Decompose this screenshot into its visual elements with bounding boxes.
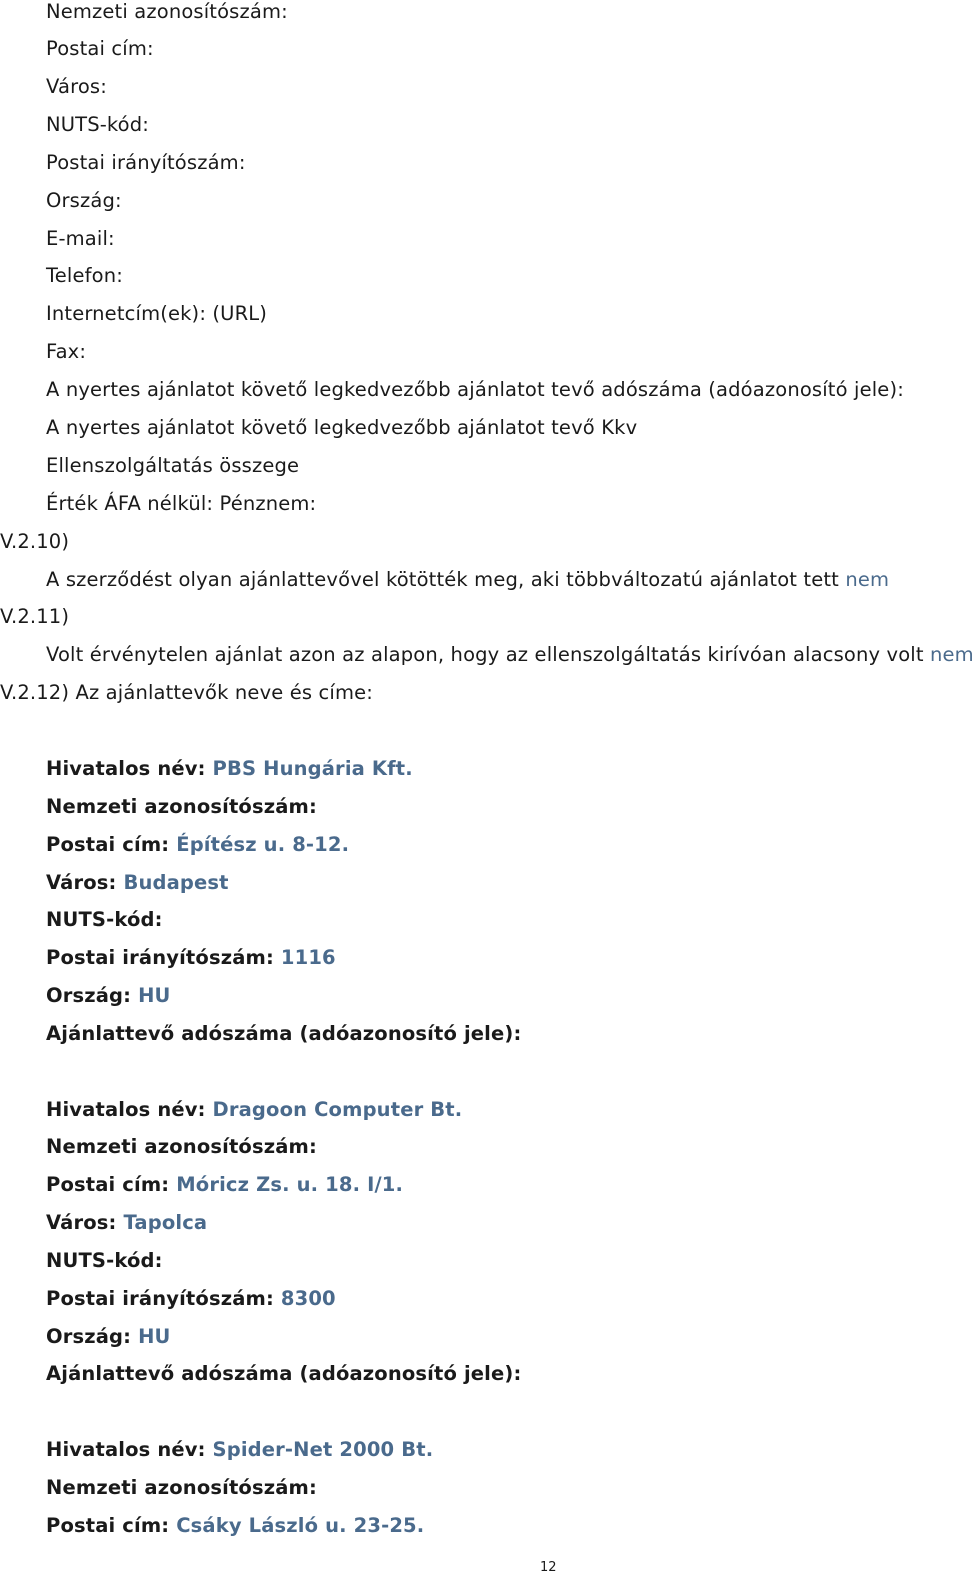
bidder-2-country-row [46, 1325, 171, 1349]
section-11-text: Volt érvénytelen ajánlat azon az alapon, hogy az ellenszolgáltatás kirívóan alacsony volt [46, 643, 924, 666]
section-11-value: nem [930, 643, 974, 666]
bidder-2-nuts-label: NUTS-kód: [46, 1249, 163, 1272]
bidder-1-nuts-label: NUTS-kód: [46, 908, 163, 931]
bidder-2-address-row [46, 1173, 403, 1197]
bidder-2-zip: 8300 [280, 1287, 336, 1310]
postai-cim-label: Postai cím: [46, 1514, 170, 1537]
bidder-1-city-row [46, 871, 229, 895]
bidder-1-zip-row [46, 946, 336, 970]
orszag-label: Ország: [46, 1325, 132, 1348]
section-10-heading: V.2.10) [0, 530, 70, 553]
bidder-3-nemzeti-label: Nemzeti azonosítószám: [46, 1476, 317, 1499]
bidder-3-address: Csáky László u. 23-25. [176, 1514, 425, 1537]
bidder-1-country: HU [138, 984, 171, 1007]
varos-label: Város: [46, 1211, 117, 1234]
bidder-2-city-row [46, 1211, 207, 1235]
bidder-2-zip-row [46, 1287, 336, 1311]
section-10-text: A szerződést olyan ajánlattevővel kötötték meg, aki többváltozatú ajánlatot tett [46, 568, 839, 591]
bidder-3-address-row [46, 1514, 424, 1538]
postai-iranyitoszam-label: Postai irányítószám: [46, 946, 274, 969]
bidder-1-adoszam-label: Ajánlattevő adószáma (adóazonosító jele): [46, 1022, 522, 1045]
hivatalos-nev-label: Hivatalos név: [46, 1098, 206, 1121]
bidder-2-city: Tapolca [123, 1211, 208, 1234]
bidder-1-zip: 1116 [280, 946, 336, 969]
ellenszolgaltatas-label: Ellenszolgáltatás összege [46, 454, 300, 477]
internetcim-label: Internetcím(ek): (URL) [46, 302, 268, 325]
telefon-label: Telefon: [46, 264, 123, 287]
bidder-1-address: Építész u. 8-12. [176, 833, 350, 856]
bidder-3-name: Spider-Net 2000 Bt. [212, 1438, 434, 1461]
postai-cim-label: Postai cím: [46, 833, 170, 856]
nyertes-adoszam-label: A nyertes ajánlatot követő legkedvezőbb ajánlatot tevő adószáma (adóazonosító jele): [46, 378, 904, 401]
postai-iranyitoszam-label: Postai irányítószám: [46, 1287, 274, 1310]
section-10-value: nem [845, 568, 890, 591]
varos-label: Város: [46, 75, 107, 98]
hivatalos-nev-label: Hivatalos név: [46, 757, 206, 780]
bidder-2-country: HU [138, 1325, 171, 1348]
ertek-afa-label: Érték ÁFA nélkül: Pénznem: [46, 492, 317, 515]
bidder-1-nemzeti-label: Nemzeti azonosítószám: [46, 795, 317, 818]
bidder-1-name: PBS Hungária Kft. [212, 757, 413, 780]
orszag-label: Ország: [46, 984, 132, 1007]
hivatalos-nev-label: Hivatalos név: [46, 1438, 206, 1461]
nuts-kod-label: NUTS-kód: [46, 113, 150, 136]
bidder-2-name: Dragoon Computer Bt. [212, 1098, 463, 1121]
page-number: 12 [540, 1560, 557, 1575]
bidder-1-country-row [46, 984, 171, 1008]
bidder-1-name-row [46, 757, 413, 781]
fax-label: Fax: [46, 340, 87, 363]
bidder-2-address: Móricz Zs. u. 18. I/1. [176, 1173, 404, 1196]
bidder-1-address-row [46, 833, 349, 857]
bidder-1-city: Budapest [123, 871, 229, 894]
nemzeti-azonosito-label: Nemzeti azonosítószám: [46, 0, 288, 23]
orszag-label: Ország: [46, 189, 122, 212]
section-12-heading: V.2.12) Az ajánlattevők neve és címe: [0, 681, 374, 704]
postai-iranyitoszam-label: Postai irányítószám: [46, 151, 246, 174]
bidder-3-name-row [46, 1438, 433, 1462]
bidder-2-adoszam-label: Ajánlattevő adószáma (adóazonosító jele): [46, 1362, 522, 1385]
email-label: E-mail: [46, 227, 115, 250]
bidder-2-nemzeti-label: Nemzeti azonosítószám: [46, 1135, 317, 1158]
postai-cim-label: Postai cím: [46, 1173, 170, 1196]
section-11-row [46, 643, 974, 667]
section-11-heading: V.2.11) [0, 605, 70, 628]
section-10-row [46, 568, 889, 592]
postai-cim-label: Postai cím: [46, 37, 154, 60]
varos-label: Város: [46, 871, 117, 894]
nyertes-kkv-label: A nyertes ajánlatot követő legkedvezőbb ajánlatot tevő Kkv [46, 416, 638, 439]
bidder-2-name-row [46, 1098, 462, 1122]
